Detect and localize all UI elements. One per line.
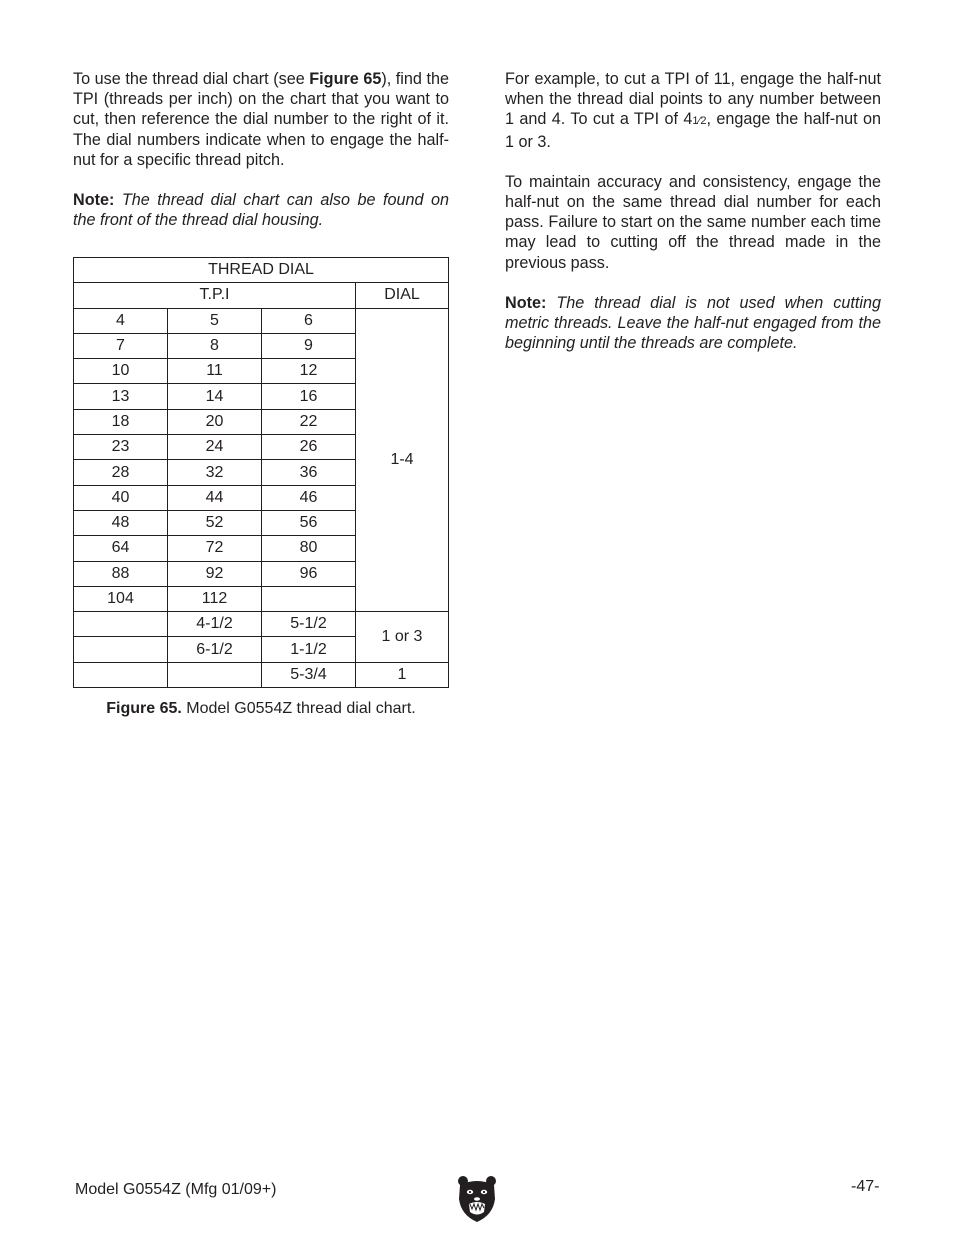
tpi-cell: 46	[262, 485, 356, 510]
page-number: -47-	[851, 1178, 880, 1195]
tpi-cell: 64	[74, 536, 168, 561]
tpi-cell: 14	[168, 384, 262, 409]
table-header-row	[74, 283, 449, 308]
tpi-cell: 36	[262, 460, 356, 485]
tpi-cell: 5	[168, 308, 262, 333]
tpi-cell	[74, 662, 168, 687]
intro-paragraph	[73, 69, 449, 170]
note-label: Note:	[73, 191, 115, 210]
note-label: Note:	[505, 293, 547, 312]
example-text-end: , engage the half-nut on 1 or 3.	[505, 110, 881, 151]
left-column	[73, 69, 449, 250]
tpi-header: T.P.I	[74, 283, 356, 308]
accuracy-paragraph: To maintain accuracy and consistency, engage the half-nut on the same thread dial number for each pass. Failure to start on the same number each time may lead to cutting off the thread made in the previous pass.	[505, 172, 881, 272]
figure-reference: Figure 65	[309, 70, 382, 88]
tpi-cell	[168, 662, 262, 687]
tpi-cell: 18	[74, 409, 168, 434]
example-text-start: For example, to cut a TPI of 11, engage the half-nut when the thread dial points to any number between 1 and 4. To cut a TPI of 4	[505, 70, 881, 129]
tpi-cell: 5-3/4	[262, 662, 356, 687]
tpi-cell: 56	[262, 510, 356, 535]
table-title-row	[74, 258, 449, 283]
tpi-cell: 52	[168, 510, 262, 535]
note-text: The thread dial chart can also be found on the front of the thread dial housing.	[73, 191, 449, 230]
figure-caption	[73, 700, 449, 718]
table-row	[74, 308, 449, 333]
example-paragraph	[505, 69, 881, 152]
tpi-cell: 104	[74, 586, 168, 611]
dial-cell: 1-4	[356, 308, 449, 612]
tpi-cell: 4	[74, 308, 168, 333]
tpi-cell: 32	[168, 460, 262, 485]
tpi-cell: 4-1/2	[168, 612, 262, 637]
tpi-cell: 6-1/2	[168, 637, 262, 662]
tpi-cell	[74, 637, 168, 662]
tpi-cell: 112	[168, 586, 262, 611]
right-column	[505, 69, 881, 373]
caption-label: Figure 65.	[106, 700, 182, 717]
tpi-cell: 10	[74, 359, 168, 384]
bear-head-logo-icon	[457, 1175, 497, 1223]
tpi-cell: 5-1/2	[262, 612, 356, 637]
intro-text-end: ), find the TPI (threads per inch) on the chart that you want to cut, then reference the dial number to the right of it. The dial numbers indicate when to engage the half-nut for a specific thread pitch.	[73, 70, 449, 169]
note-text: The thread dial is not used when cutting metric threads. Leave the half-nut engaged from the beginning until the threads are complete.	[505, 293, 881, 353]
tpi-cell: 7	[74, 333, 168, 358]
table-title: THREAD DIAL	[74, 258, 449, 283]
table-row	[74, 612, 449, 637]
fraction-half: 1⁄2	[692, 115, 707, 128]
thread-dial-table	[73, 257, 449, 688]
tpi-cell: 11	[168, 359, 262, 384]
tpi-cell: 40	[74, 485, 168, 510]
tpi-cell: 16	[262, 384, 356, 409]
tpi-cell	[262, 586, 356, 611]
caption-text: Model G0554Z thread dial chart.	[181, 700, 416, 717]
tpi-cell: 22	[262, 409, 356, 434]
tpi-cell: 9	[262, 333, 356, 358]
tpi-cell: 12	[262, 359, 356, 384]
tpi-cell: 13	[74, 384, 168, 409]
table-row	[74, 662, 449, 687]
tpi-cell: 28	[74, 460, 168, 485]
tpi-cell: 20	[168, 409, 262, 434]
tpi-cell: 8	[168, 333, 262, 358]
metric-note-paragraph	[505, 293, 881, 354]
tpi-cell: 23	[74, 435, 168, 460]
tpi-cell: 96	[262, 561, 356, 586]
tpi-cell: 44	[168, 485, 262, 510]
tpi-cell: 92	[168, 561, 262, 586]
tpi-cell: 80	[262, 536, 356, 561]
tpi-cell: 1-1/2	[262, 637, 356, 662]
dial-header: DIAL	[356, 283, 449, 308]
tpi-cell: 6	[262, 308, 356, 333]
tpi-cell: 72	[168, 536, 262, 561]
tpi-cell: 88	[74, 561, 168, 586]
tpi-cell: 26	[262, 435, 356, 460]
note-paragraph	[73, 190, 449, 230]
tpi-cell: 24	[168, 435, 262, 460]
footer-model: Model G0554Z (Mfg 01/09+)	[75, 1181, 277, 1198]
dial-cell: 1	[356, 662, 449, 687]
tpi-cell: 48	[74, 510, 168, 535]
dial-cell: 1 or 3	[356, 612, 449, 663]
intro-text-start: To use the thread dial chart (see	[73, 70, 310, 88]
tpi-cell	[74, 612, 168, 637]
